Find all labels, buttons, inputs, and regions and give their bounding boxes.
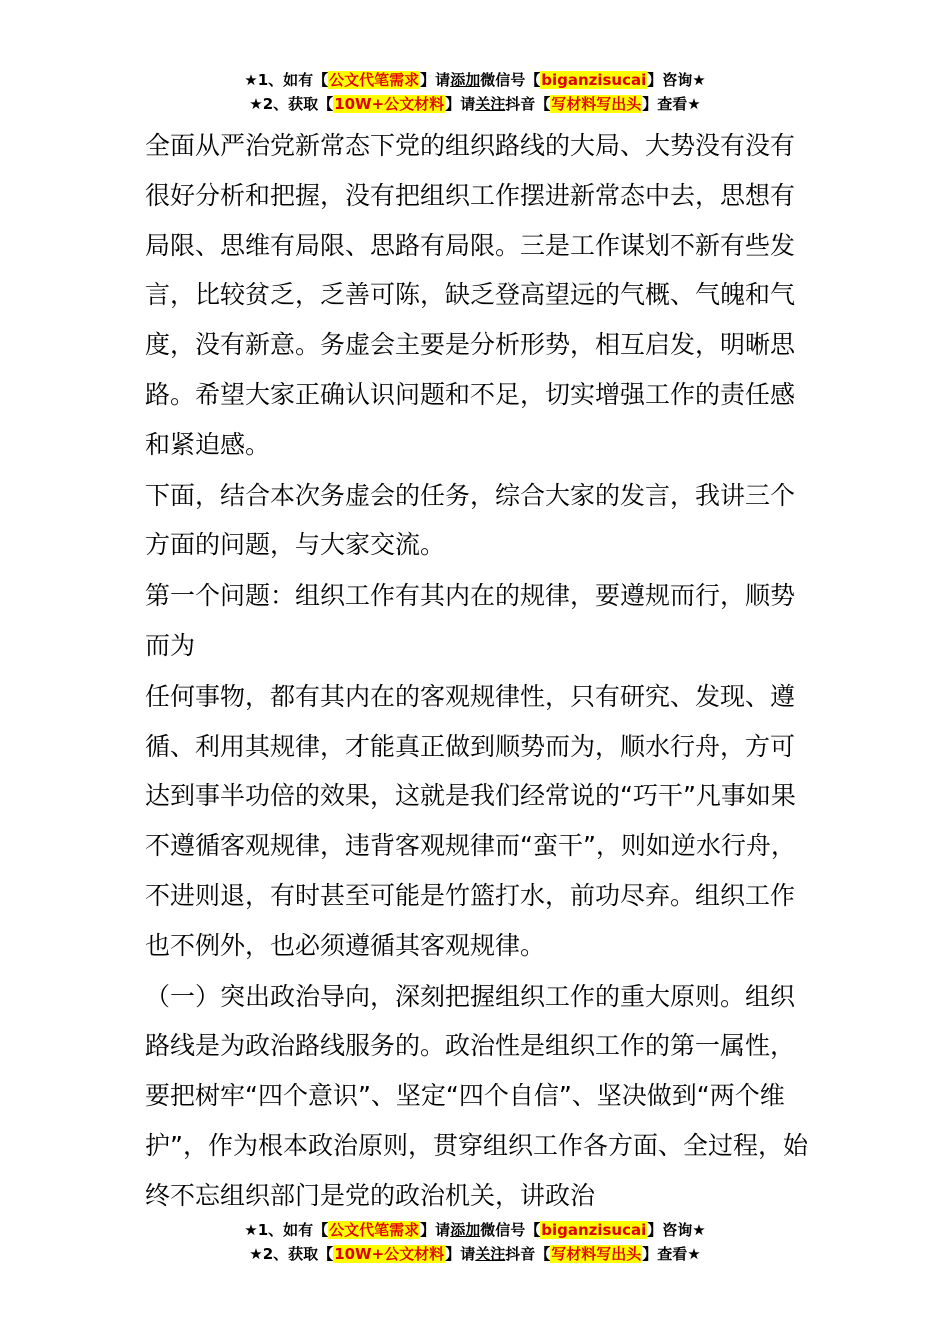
paragraph: 全面从严治党新常态下党的组织路线的大局、大势没有没有很好分析和把握，没有把组织工作摆进新常态中去，思想有局限、思维有局限、思路有局限。三是工作谋划不新有些发言，比较贫乏，乏善可陈，缺乏登高望远的气概、气魄和气度，没有新意。务虚会主要是分析形势，相互启发，明晰思路。希望大家正确认识问题和不足，切实增强工作的责任感和紧迫感。: [145, 131, 796, 459]
douyin-account: 写材料写出头: [551, 95, 642, 113]
highlight-text: 10W+公文材料: [334, 95, 445, 113]
banner-line-2: ★2、获取【10W+公文材料】请关注抖音【写材料写出头】查看★: [249, 95, 701, 113]
paragraph: 任何事物，都有其内在的客观规律性，只有研究、发现、遵循、利用其规律，才能真正做到顺势而为，顺水行舟，方可达到事半功倍的效果，这就是我们经常说的“巧干”凡事如果不遵循客观规律，违背客观规律而“蛮干”，则如逆水行舟，不进则退，有时甚至可能是竹篮打水，前功尽弃。组织工作也不例外，也必须遵循其客观规律。: [145, 681, 796, 960]
banner-line-1: ★1、如有【公文代笔需求】请添加微信号【biganzisucai】咨询★: [244, 1221, 706, 1239]
wechat-id: biganzisucai: [541, 71, 647, 89]
header-banner: [0, 68, 950, 116]
highlight-text: 10W+公文材料: [334, 1245, 445, 1263]
wechat-id: biganzisucai: [541, 1221, 647, 1239]
section-heading: 第一个问题：组织工作有其内在的规律，要遵规而行，顺势而为: [145, 581, 796, 660]
douyin-account: 写材料写出头: [551, 1245, 642, 1263]
document-body: [145, 121, 810, 1221]
banner-line-2: ★2、获取【10W+公文材料】请关注抖音【写材料写出头】查看★: [249, 1245, 701, 1263]
footer-banner: [0, 1218, 950, 1266]
highlight-text: 公文代笔需求: [329, 71, 420, 89]
banner-line-1: ★1、如有【公文代笔需求】请添加微信号【biganzisucai】咨询★: [244, 71, 706, 89]
paragraph: （一）突出政治导向，深刻把握组织工作的重大原则。组织路线是为政治路线服务的。政治性是组织工作的第一属性，要把树牢“四个意识”、坚定“四个自信”、坚决做到“两个维护”，作为根本政治原则，贯穿组织工作各方面、全过程，始终不忘组织部门是党的政治机关，讲政治: [145, 981, 808, 1210]
highlight-text: 公文代笔需求: [329, 1221, 420, 1239]
paragraph: 下面，结合本次务虚会的任务，综合大家的发言，我讲三个方面的问题，与大家交流。: [145, 480, 796, 560]
